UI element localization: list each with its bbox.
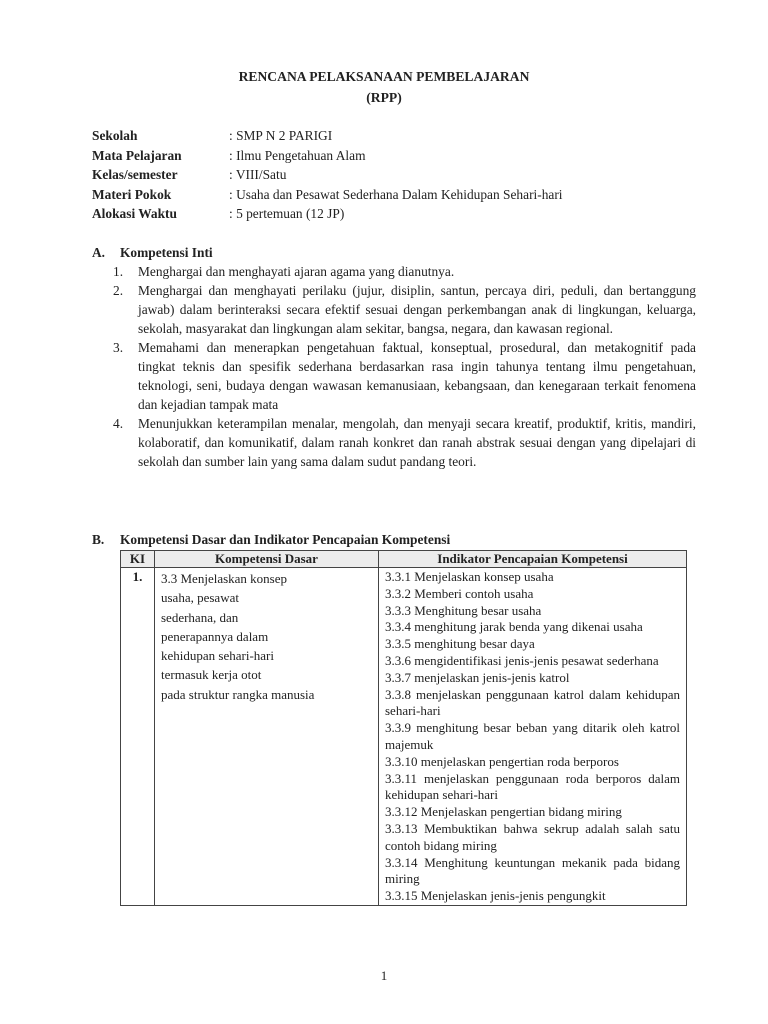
table-header-kd: Kompetensi Dasar <box>155 551 379 568</box>
document-subtitle: (RPP) <box>366 90 402 105</box>
indicator-item: 3.3.1 Menjelaskan konsep usaha <box>385 569 554 584</box>
kd-line: termasuk kerja otot <box>161 667 262 683</box>
competency-table <box>120 550 687 906</box>
section-letter: B. <box>92 532 105 547</box>
list-item-number: 3. <box>113 340 124 355</box>
indicator-item: 3.3.2 Memberi contoh usaha <box>385 585 534 601</box>
kd-line: sederhana, dan <box>161 609 239 625</box>
identity-row-topic <box>92 185 563 205</box>
section-title: Kompetensi Inti <box>120 245 213 260</box>
identity-block <box>92 126 563 224</box>
table-cell-ki: 1. <box>121 568 155 906</box>
list-item-text: Menghargai dan menghayati ajaran agama yang dianutnya. <box>138 264 455 279</box>
table-cell-indicators <box>379 568 687 906</box>
kd-line: penerapannya dalam <box>161 628 269 644</box>
section-title: Kompetensi Dasar dan Indikator Pencapaian Kompetensi <box>120 532 451 547</box>
list-item-number: 2. <box>113 283 124 298</box>
indicator-item: 3.3.4 menghitung jarak benda yang dikenai usaha <box>385 619 643 635</box>
page-number: 1 <box>380 968 388 983</box>
indicator-item: 3.3.8 menjelaskan penggunaan katrol dalam kehidupan sehari-hari <box>385 686 680 719</box>
identity-value: : Ilmu Pengetahuan Alam <box>229 147 366 163</box>
identity-label: Alokasi Waktu <box>92 206 177 221</box>
kd-line: usaha, pesawat <box>161 590 239 606</box>
table-header-row <box>121 551 687 568</box>
list-item-text: Memahami dan menerapkan pengetahuan faktual, konseptual, prosedural, dan metakognitif pada tingkat teknis dan spesifik sederhana berdasarkan rasa ingin tahunya tentang ilmu pengetahuan, teknologi, seni, budaya dengan wawasan kemanusiaan, kebangsaan, dan kenegaraan terkait fenomena dan kejadian tampak mata <box>138 340 696 412</box>
list-item <box>113 414 696 471</box>
core-competency-list <box>113 262 696 471</box>
list-item <box>113 338 696 414</box>
table-header-ki: KI <box>121 551 155 568</box>
indicator-item: 3.3.14 Menghitung keuntungan mekanik pada bidang miring <box>385 854 680 887</box>
indicator-item: 3.3.6 mengidentifikasi jenis-jenis pesawat sederhana <box>385 652 659 668</box>
identity-value: : VIII/Satu <box>229 167 287 182</box>
identity-value: : Usaha dan Pesawat Sederhana Dalam Kehidupan Sehari-hari <box>229 186 563 202</box>
identity-value: : 5 pertemuan (12 JP) <box>229 206 345 221</box>
list-item <box>113 262 696 281</box>
section-a-heading <box>92 243 213 262</box>
identity-row-time <box>92 204 563 224</box>
list-item-number: 1. <box>113 264 124 279</box>
identity-label: Mata Pelajaran <box>92 147 182 163</box>
list-item-text: Menghargai dan menghayati perilaku (jujur, disiplin, santun, percaya diri, peduli, dan bertanggung jawab) dalam berinteraksi secara efektif sesuai dengan perkembangan anak di lingkungan, keluarga, sekolah, masyarakat dan lingkungan alam sekitar, bangsa, negara, dan kawasan regional. <box>138 283 696 336</box>
section-b-heading <box>92 530 450 549</box>
identity-value: : SMP N 2 PARIGI <box>229 128 333 143</box>
identity-row-class <box>92 165 563 185</box>
indicator-item: 3.3.3 Menghitung besar usaha <box>385 602 542 618</box>
indicator-item: 3.3.7 menjelaskan jenis-jenis katrol <box>385 669 570 685</box>
table-row <box>121 568 687 906</box>
identity-label: Kelas/semester <box>92 167 178 182</box>
list-item <box>113 281 696 338</box>
indicator-item: 3.3.5 menghitung besar daya <box>385 636 535 652</box>
table-header-indicators: Indikator Pencapaian Kompetensi <box>379 551 687 568</box>
identity-row-subject <box>92 146 563 166</box>
kd-line: pada struktur rangka manusia <box>161 686 315 702</box>
indicator-item: 3.3.9 menghitung besar beban yang ditarik oleh katrol majemuk <box>385 720 680 752</box>
document-title: RENCANA PELAKSANAAN PEMBELAJARAN <box>238 69 530 84</box>
table-cell-kd <box>155 568 379 906</box>
identity-label: Materi Pokok <box>92 186 172 202</box>
list-item-number: 4. <box>113 416 124 431</box>
indicator-item: 3.3.12 Menjelaskan pengertian bidang miring <box>385 804 622 820</box>
indicator-item: 3.3.10 menjelaskan pengertian roda berporos <box>385 753 619 769</box>
list-item-text: Menunjukkan keterampilan menalar, mengolah, dan menyaji secara kreatif, produktif, kritis, mandiri, kolaboratif, dan komunikatif, dalam ranah konkret dan ranah abstrak sesuai dengan yang dipelajari di sekolah dan sumber lain yang sama dalam sudut pandang teori. <box>138 416 696 469</box>
kd-line: kehidupan sehari-hari <box>161 648 274 664</box>
identity-row-school <box>92 126 563 146</box>
section-letter: A. <box>92 245 106 260</box>
kd-line: 3.3 Menjelaskan konsep <box>161 571 288 586</box>
indicator-item: 3.3.11 menjelaskan penggunaan roda berporos dalam kehidupan sehari-hari <box>385 770 680 803</box>
indicator-item: 3.3.15 Menjelaskan jenis-jenis pengungkit <box>385 888 606 904</box>
indicator-item: 3.3.13 Membuktikan bahwa sekrup adalah salah satu contoh bidang miring <box>385 820 680 853</box>
identity-label: Sekolah <box>92 128 138 143</box>
